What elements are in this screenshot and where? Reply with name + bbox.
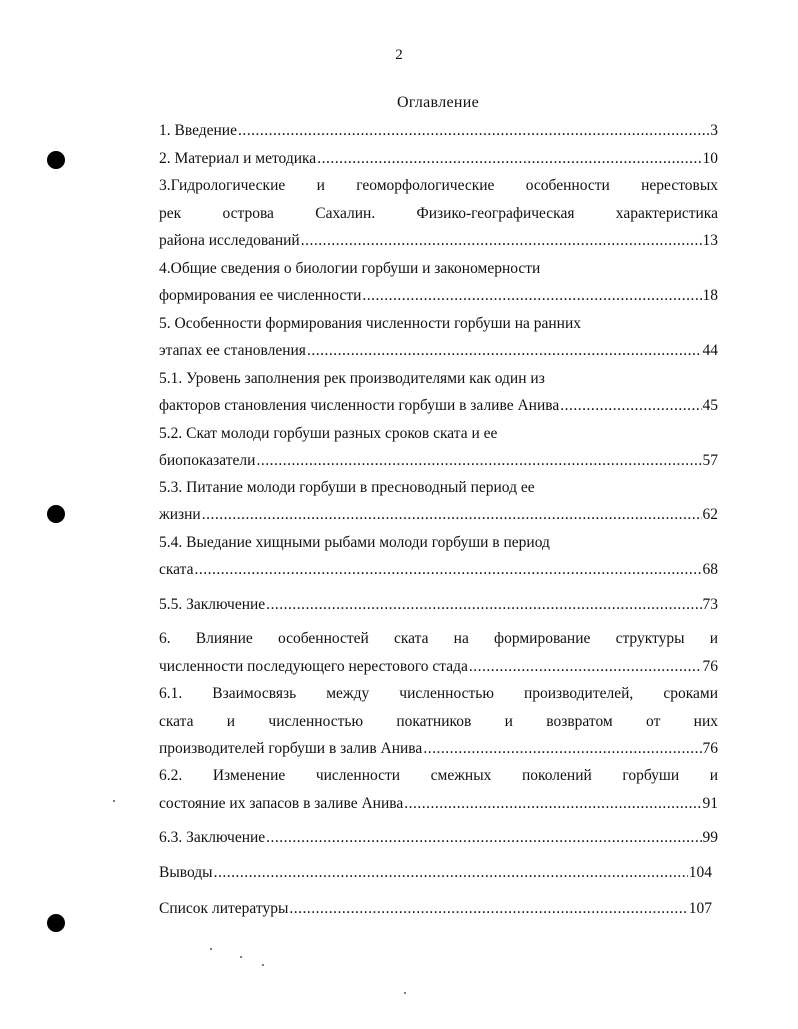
toc-page-number: 10	[702, 150, 718, 167]
toc-entry-5-3-line-1[interactable]: 5.3. Питание молоди горбуши в пресноводный период ее	[159, 479, 535, 496]
toc-entry-5-1-line-2[interactable]	[159, 395, 718, 417]
toc-entry-text: жизни	[159, 506, 201, 523]
toc-entry-5-5[interactable]	[159, 594, 718, 616]
leader-dots	[214, 862, 688, 884]
toc-page-number: 104	[688, 864, 712, 881]
toc-entry-6-2-line-2[interactable]	[159, 793, 718, 815]
toc-entry-text: состояние их запасов в заливе Анива	[159, 795, 404, 812]
scan-speck	[240, 956, 242, 958]
leader-dots	[423, 738, 701, 760]
toc-page-number: 73	[702, 596, 718, 613]
leader-dots	[404, 793, 701, 815]
toc-entry-text: 6.3. Заключение	[159, 829, 266, 846]
leader-dots	[307, 340, 702, 362]
scan-speck	[404, 992, 406, 994]
toc-entry-5-1-line-1[interactable]: 5.1. Уровень заполнения рек производителями как один из	[159, 370, 545, 387]
leader-dots	[301, 230, 702, 252]
toc-page-number: 45	[702, 397, 718, 414]
toc-entry-5-2-line-1[interactable]: 5.2. Скат молоди горбуши разных сроков ската и ее	[159, 425, 498, 442]
toc-entry-6-3[interactable]	[159, 827, 718, 849]
toc-page-number: 62	[702, 506, 718, 523]
toc-entry-text: 2. Материал и методика	[159, 150, 317, 167]
scan-speck	[210, 948, 212, 950]
toc-page-number: 76	[702, 658, 718, 675]
toc-page-number: 99	[702, 829, 718, 846]
toc-entry-6-2-line-1[interactable]: 6.2. Изменение численности смежных поколений горбуши и	[159, 767, 718, 784]
toc-entry-hydrology-line-1[interactable]: 3.Гидрологические и геоморфологические особенности нерестовых	[159, 177, 718, 194]
toc-page-number: 3	[710, 122, 718, 139]
toc-entry-5-2-line-2[interactable]	[159, 450, 718, 472]
toc-entry-hydrology-line-2[interactable]: рек острова Сахалин. Физико-географическая характеристика	[159, 205, 718, 222]
toc-page-number: 68	[702, 561, 718, 578]
toc-entry-text: ската	[159, 561, 194, 578]
toc-entry-text: Выводы	[159, 864, 213, 881]
toc-entry-chapter5-line-1[interactable]: 5. Особенности формирования численности горбуши на ранних	[159, 315, 582, 332]
leader-dots	[195, 559, 702, 581]
toc-entry-text: формирования ее численности	[159, 287, 362, 304]
scan-speck	[262, 964, 264, 966]
toc-entry-text: 1. Введение	[159, 122, 237, 139]
toc-entry-hydrology-line-3[interactable]	[159, 230, 718, 252]
toc-entry-6-1-line-3[interactable]	[159, 738, 718, 760]
toc-entry-text: биопоказатели	[159, 452, 256, 469]
leader-dots	[266, 827, 701, 849]
toc-page-number: 57	[702, 452, 718, 469]
toc-entry-6-1-line-2[interactable]: ската и численностью покатников и возвратом от них	[159, 713, 718, 730]
page-number: 2	[395, 47, 403, 63]
toc-page-number: 76	[702, 740, 718, 757]
toc-entry-text: этапах ее становления	[159, 342, 306, 359]
toc-page-number: 107	[688, 900, 712, 917]
toc-entry-chapter6-line-1[interactable]: 6. Влияние особенностей ската на формирование структуры и	[159, 630, 718, 647]
toc-entry-introduction[interactable]	[159, 120, 718, 142]
leader-dots	[362, 285, 701, 307]
leader-dots	[202, 504, 702, 526]
toc-page-number: 13	[702, 232, 718, 249]
toc-page-number: 44	[702, 342, 718, 359]
leader-dots	[469, 656, 702, 678]
leader-dots	[317, 148, 701, 170]
toc-entry-chapter5-line-2[interactable]	[159, 340, 718, 362]
binder-hole-bottom	[47, 914, 65, 932]
toc-entry-text: производителей горбуши в залив Анива	[159, 740, 423, 757]
toc-entry-conclusions[interactable]	[159, 862, 712, 884]
toc-page-number: 18	[702, 287, 718, 304]
toc-entry-5-4-line-1[interactable]: 5.4. Выедание хищными рыбами молоди горбуши в период	[159, 534, 550, 551]
scan-speck	[113, 800, 115, 802]
toc-entry-text: факторов становления численности горбуши в заливе Анива	[159, 397, 560, 414]
leader-dots	[289, 898, 687, 920]
binder-hole-top	[47, 151, 65, 169]
toc-entry-chapter6-line-2[interactable]	[159, 656, 718, 678]
toc-entry-6-1-line-1[interactable]: 6.1. Взаимосвязь между численностью производителей, сроками	[159, 685, 718, 702]
toc-entry-references[interactable]	[159, 898, 712, 920]
toc-entry-biology-line-1[interactable]: 4.Общие сведения о биологии горбуши и закономерности	[159, 260, 541, 277]
leader-dots	[256, 450, 701, 472]
leader-dots	[266, 594, 701, 616]
binder-hole-middle	[47, 505, 65, 523]
toc-title: Оглавление	[396, 94, 480, 111]
toc-entry-text: численности последующего нерестового стада	[159, 658, 468, 675]
toc-entry-text: Список литературы	[159, 900, 289, 917]
leader-dots	[238, 120, 709, 142]
toc-entry-text: 5.5. Заключение	[159, 596, 266, 613]
toc-entry-5-4-line-2[interactable]	[159, 559, 718, 581]
toc-entry-materials[interactable]	[159, 148, 718, 170]
toc-entry-5-3-line-2[interactable]	[159, 504, 718, 526]
toc-entry-text: района исследований	[159, 232, 300, 249]
toc-page-number: 91	[702, 795, 718, 812]
toc-entry-biology-line-2[interactable]	[159, 285, 718, 307]
leader-dots	[560, 395, 701, 417]
